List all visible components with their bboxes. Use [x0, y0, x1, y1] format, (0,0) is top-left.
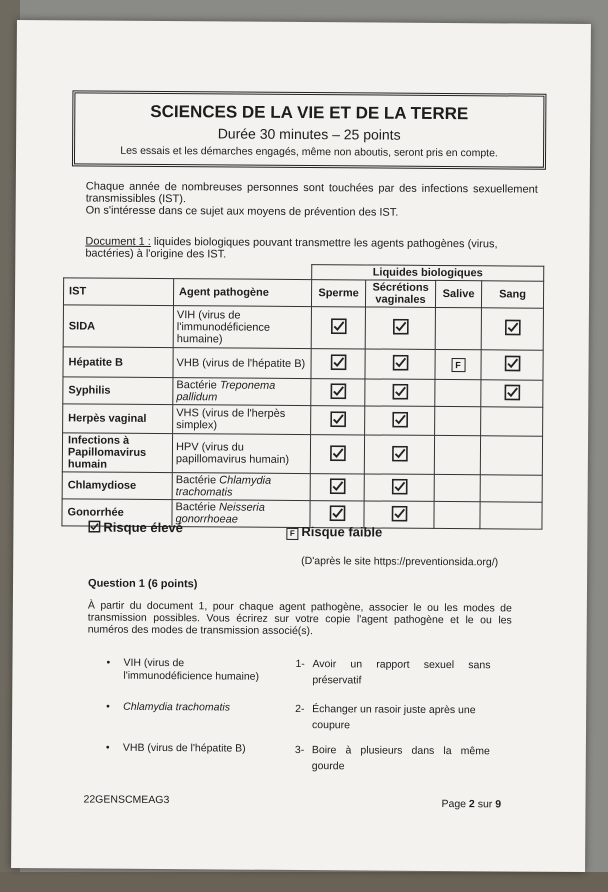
table-row [63, 404, 543, 436]
legend-low-label: Risque faible [301, 524, 383, 540]
pathogen-agent [173, 405, 311, 435]
ist-name: Gonorrhée [62, 499, 172, 527]
checked-box-icon [392, 383, 408, 399]
option-3-number: 3- [294, 743, 305, 757]
exam-note: Les essais et les démarches engagés, même non aboutis, seront pris en compte. [120, 144, 498, 160]
question-item-2 [106, 700, 273, 715]
pathogen-agent-text: HPV (virus du papillomavirus humain) [175, 441, 290, 466]
checked-box-icon [330, 318, 346, 334]
col-header-salive: Salive [435, 280, 481, 307]
col-header-sang: Sang [481, 281, 543, 308]
document-1-label: Document 1 : [85, 235, 151, 248]
risk-cell [311, 406, 365, 435]
risk-cell [481, 350, 543, 380]
risk-cell [311, 307, 365, 349]
pathogen-agent-text: VIH (virus de l'immunodéficience humaine) [176, 308, 271, 345]
legend-high-label: Risque élevé [103, 519, 183, 536]
risk-cell [435, 406, 481, 435]
exam-duration: Durée 30 minutes – 25 points [217, 125, 401, 143]
ist-name: Syphilis [63, 377, 173, 405]
checked-box-icon [391, 505, 407, 521]
risk-cell [480, 475, 542, 502]
footer-page-total: 9 [495, 798, 502, 811]
pathogen-agent-text: Bactérie [175, 501, 220, 514]
checked-box-icon [392, 355, 408, 371]
col-header-agent: Agent pathogène [173, 279, 311, 307]
risk-cell [365, 379, 435, 406]
risk-cell [434, 474, 480, 501]
option-3-text: Boire à plusieurs dans la même gourde [311, 744, 490, 773]
pathogen-agent-text: Bactérie [175, 474, 220, 487]
intro-line-1: Chaque année de nombreuses personnes sont touchées par des infections sexuellement transmissibles (IST). [85, 180, 538, 206]
exam-page [11, 20, 591, 872]
risk-cell [310, 435, 364, 474]
pathogen-agent [173, 378, 311, 406]
question-item-1 [106, 656, 273, 684]
table-row [63, 377, 543, 407]
footer-code: 22GENSCMEAG3 [83, 793, 170, 807]
pathogen-agent-species: Chlamydia trachomatis [175, 474, 272, 499]
checked-box-icon [504, 384, 520, 400]
risk-cell [481, 308, 543, 350]
checked-box-icon [391, 445, 407, 461]
pathogen-agent-species: Neisseria gonorrhoeae [175, 501, 265, 526]
document-1-title [85, 235, 537, 262]
question-item-1-text: VIH (virus de l'immunodéficience humaine) [123, 656, 260, 683]
table-row [62, 472, 542, 502]
option-1 [295, 656, 491, 689]
option-1-number: 1- [295, 657, 305, 671]
footer-page [441, 798, 501, 810]
checked-box-icon [504, 319, 520, 335]
pathogen-agent-species: Treponema pallidum [176, 379, 276, 404]
option-2-text: Échanger un rasoir juste après une coupure [312, 703, 476, 732]
bullet-marker: • [106, 656, 111, 669]
risk-cell [365, 406, 435, 435]
risk-cell [310, 474, 364, 501]
risk-cell [434, 501, 480, 528]
exam-title: SCIENCES DE LA VIE ET DE LA TERRE [150, 101, 469, 124]
ist-name: SIDA [63, 305, 173, 348]
pathogen-agent-text: VHS (virus de l'herpès simplex) [176, 407, 286, 432]
option-1-text: Avoir un rapport sexuel sans préservatif [312, 658, 491, 687]
ist-name: Chlamydiose [62, 472, 172, 500]
pathogen-agent [173, 306, 311, 349]
header-box [72, 90, 547, 169]
checked-box-icon [88, 521, 100, 533]
intro-paragraph [86, 180, 538, 219]
risk-cell [311, 349, 365, 379]
table-row [63, 347, 543, 380]
option-3 [294, 742, 490, 775]
option-2 [295, 701, 490, 734]
background-surface-bottom [0, 872, 608, 892]
risk-cell [435, 349, 481, 379]
pathogen-agent-text: VHB (virus de l'hépatite B) [176, 356, 306, 370]
group-header-liquides: Liquides biologiques [312, 265, 544, 282]
legend-low [286, 524, 382, 541]
table-row [63, 305, 543, 350]
question-item-3-text: VHB (virus de l'hépatite B) [122, 741, 246, 755]
checked-box-icon [392, 411, 408, 427]
footer-page-mid: sur [474, 798, 496, 811]
checked-box-icon [329, 478, 345, 494]
risk-cell [365, 349, 435, 379]
low-risk-icon: F [451, 358, 465, 372]
risk-cell [364, 435, 434, 474]
bullet-marker: • [105, 741, 110, 754]
legend-high [88, 520, 183, 536]
bullet-marker: • [106, 700, 110, 713]
checked-box-icon [330, 354, 346, 370]
risk-cell [434, 435, 480, 474]
risk-cell [435, 379, 481, 406]
risk-cell [364, 474, 434, 501]
checked-box-icon [330, 411, 346, 427]
ist-name: Herpès vaginal [63, 404, 173, 434]
ist-table [61, 262, 544, 529]
checked-box-icon [392, 319, 408, 335]
pathogen-agent [172, 434, 310, 474]
checked-box-icon [329, 505, 345, 521]
footer-page-number: 2 [468, 798, 475, 811]
option-2-number: 2- [295, 702, 305, 716]
col-header-secretions: Sécrétions vaginales [365, 280, 435, 307]
question-item-3 [105, 741, 273, 756]
risk-cell [481, 407, 543, 436]
question-1-text: À partir du document 1, pour chaque agent pathogène, associer le ou les modes de transmission possibles. Vous écrirez sur votre copie l'agent pathogène et le ou les numéros des modes de transmission associé(s). [87, 599, 512, 638]
risk-cell [480, 436, 542, 475]
risk-cell [311, 379, 365, 406]
low-risk-icon: F [286, 528, 298, 540]
pathogen-agent [172, 473, 310, 501]
checked-box-icon [391, 478, 407, 494]
checked-box-icon [504, 355, 520, 371]
table-row [62, 433, 542, 475]
footer-page-prefix: Page [441, 797, 469, 811]
risk-cell [480, 502, 542, 529]
risk-cell [435, 307, 481, 349]
checked-box-icon [330, 383, 346, 399]
question-1-title: Question 1 (6 points) [87, 577, 198, 591]
source-note: (D'après le site https://preventionsida.org/) [301, 555, 499, 569]
ist-name: Infections à Papillomavirus humain [62, 433, 172, 473]
checked-box-icon [329, 445, 345, 461]
document-1-caption: liquides biologiques pouvant transmettre les agents pathogènes (virus, bactéries) à l'origine des IST. [85, 235, 498, 261]
pathogen-agent-text: Bactérie [176, 379, 220, 392]
question-item-2-text: Chlamydia trachomatis [123, 700, 231, 714]
ist-name: Hépatite B [63, 347, 173, 378]
intro-line-2: On s'intéresse dans ce sujet aux moyens de prévention des IST. [85, 204, 399, 219]
pathogen-agent [173, 348, 311, 379]
col-header-sperme: Sperme [311, 280, 365, 307]
risk-cell [481, 380, 543, 407]
col-header-ist: IST [63, 278, 173, 306]
risk-cell [365, 307, 435, 349]
